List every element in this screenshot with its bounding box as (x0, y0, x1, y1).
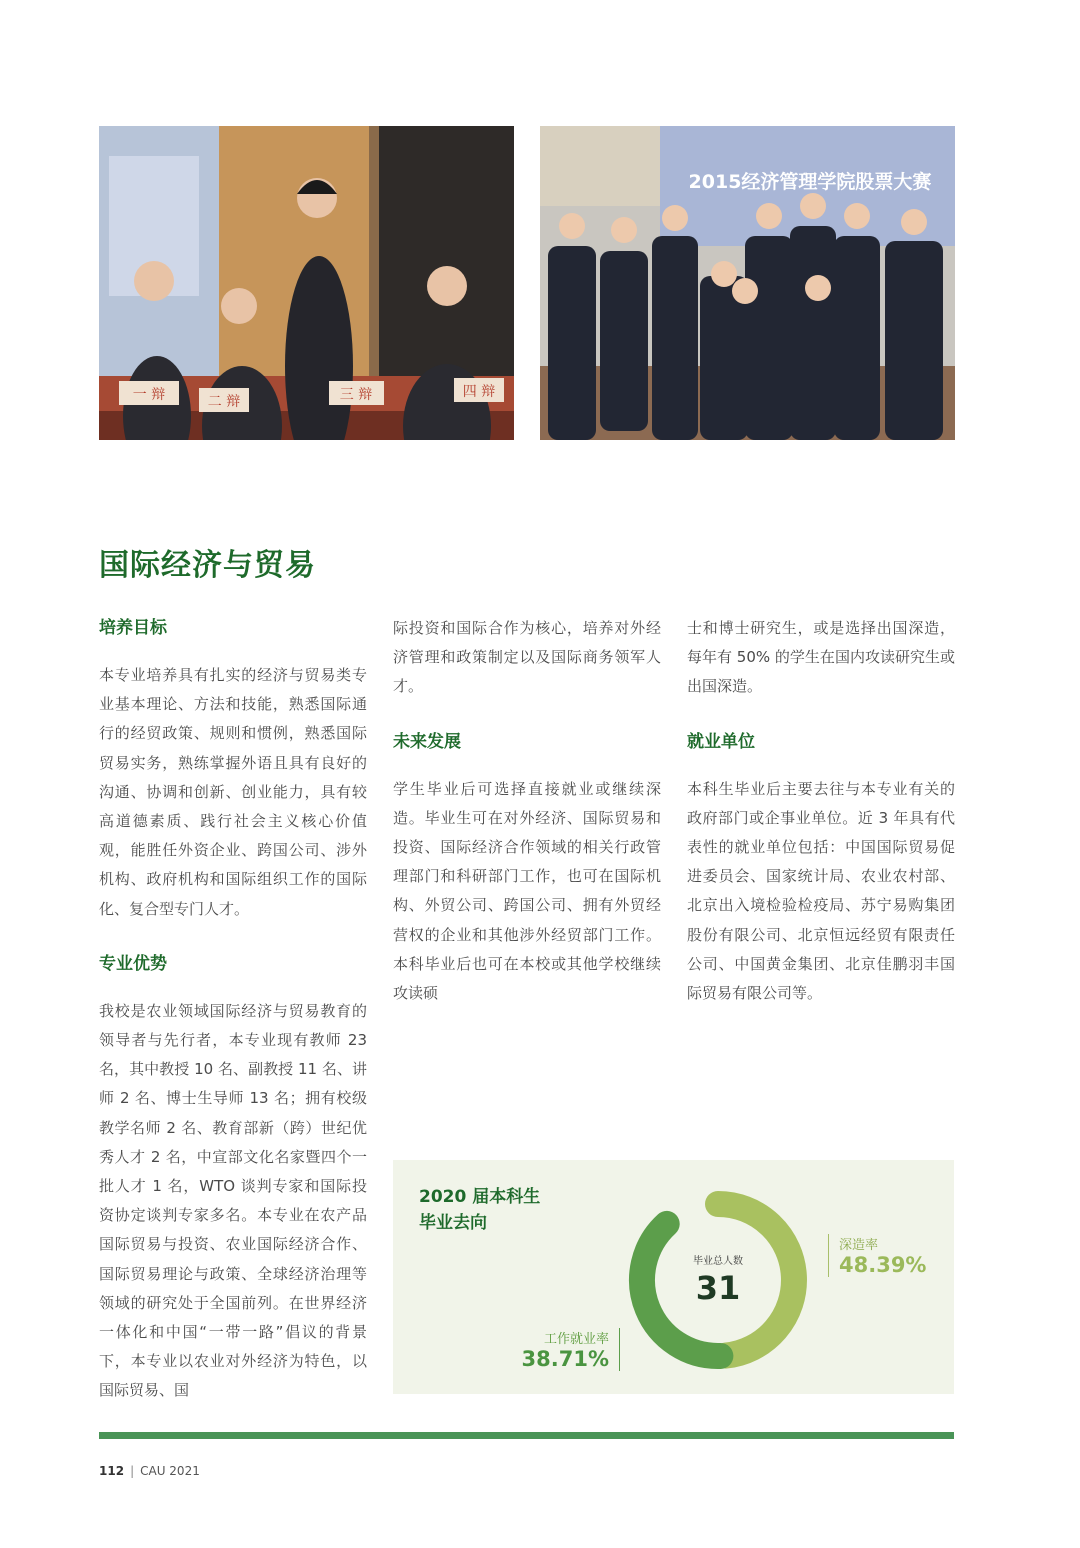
further-study-label: 深造率 (839, 1238, 879, 1253)
employers-body: 本科生毕业后主要去往与本专业有关的政府部门或企事业单位。近 3 年具有代表性的就业单位包括：中国国际贸易促进委员会、国家统计局、农业农村部、北京出入境检验检疫局、苏宁易购集团股份有限公司、北京恒远经贸有限责任公司、中国黄金集团、北京佳鹏羽丰国际贸易有限公司等。 (687, 779, 955, 1003)
footer-divider (99, 1432, 954, 1439)
employment-value: 38.71% (521, 1347, 609, 1371)
total-graduates-value: 31 (695, 1269, 741, 1307)
stats-title (419, 1184, 540, 1236)
stats-title-line-2: 毕业去向 (419, 1213, 487, 1233)
debate-sign-1: 一 辩 (132, 387, 166, 403)
column-2 (393, 614, 661, 1008)
donut-center (668, 1252, 768, 1307)
employers-heading: 就业单位 (687, 731, 755, 752)
page-footer (99, 1464, 200, 1478)
further-study-value: 48.39% (839, 1253, 927, 1277)
stats-title-line-1: 2020 届本科生 (419, 1187, 541, 1207)
debate-sign-2: 二 辩 (207, 394, 241, 410)
column-1 (99, 614, 367, 1406)
competition-group-photo (540, 126, 955, 440)
competition-photo-illustration (540, 126, 955, 440)
footer-separator: | (130, 1464, 135, 1478)
objective-heading: 培养目标 (99, 618, 167, 638)
column-3 (687, 614, 955, 1008)
publication-name: CAU 2021 (140, 1464, 200, 1478)
debate-sign-3: 三 辩 (339, 387, 373, 403)
debate-photo-illustration (99, 126, 514, 440)
total-graduates-label: 毕业总人数 (693, 1256, 743, 1267)
future-heading: 未来发展 (393, 731, 461, 752)
future-body-continued: 士和博士研究生，或是选择出国深造，每年有 50% 的学生在国内攻读研究生或出国深造。 (687, 619, 955, 696)
page-title: 国际经济与贸易 (99, 548, 316, 583)
graduate-destination-panel (393, 1160, 954, 1394)
advantages-body: 我校是农业领域国际经济与贸易教育的领导者与先行者，本专业现有教师 23 名，其中教授 10 名、副教授 11 名、讲师 2 名、博士生导师 13 名；拥有校级教学名师 2 名、教育部新（跨）世纪优秀人才 2 名，中宣部文化名家暨四个一批人才 1 名，WTO 谈判专家和国际投资协定谈判专家多名。本专业在农产品国际贸易与投资、农业国际经济合作、国际贸易理论与政策、全球经济治理等领域的研究处于全国前列。在世界经济一体化和中国“一带一路”倡议的背景下，本专业以农业对外经济为特色，以国际贸易、国 (99, 1001, 367, 1400)
debate-photo (99, 126, 514, 440)
debate-sign-4: 四 辩 (462, 384, 496, 400)
further-study-stat (828, 1234, 926, 1277)
advantages-heading: 专业优势 (99, 953, 167, 974)
competition-banner-text: 2015经济管理学院股票大赛 (688, 171, 932, 193)
employment-stat (522, 1328, 620, 1371)
page-number: 112 (99, 1464, 125, 1478)
future-body: 学生毕业后可选择直接就业或继续深造。毕业生可在对外经济、国际贸易和投资、国际经济合作领域的相关行政管理部门和科研部门工作，也可在国际机构、外贸公司、跨国公司、拥有外贸经营权的企业和其他涉外经贸部门工作。本科毕业后也可在本校或其他学校继续攻读硕 (393, 779, 661, 1003)
employment-label: 工作就业率 (543, 1332, 609, 1347)
objective-body: 本专业培养具有扎实的经济与贸易类专业基本理论、方法和技能，熟悉国际通行的经贸政策、规则和惯例，熟悉国际贸易实务，熟练掌握外语且具有良好的沟通、协调和创新、创业能力，具有较高道德素质、践行社会主义核心价值观，能胜任外资企业、跨国公司、涉外机构、政府机构和国际组织工作的国际化、复合型专门人才。 (99, 666, 367, 918)
advantages-body-continued: 际投资和国际合作为核心，培养对外经济管理和政策制定以及国际商务领军人才。 (393, 619, 661, 696)
